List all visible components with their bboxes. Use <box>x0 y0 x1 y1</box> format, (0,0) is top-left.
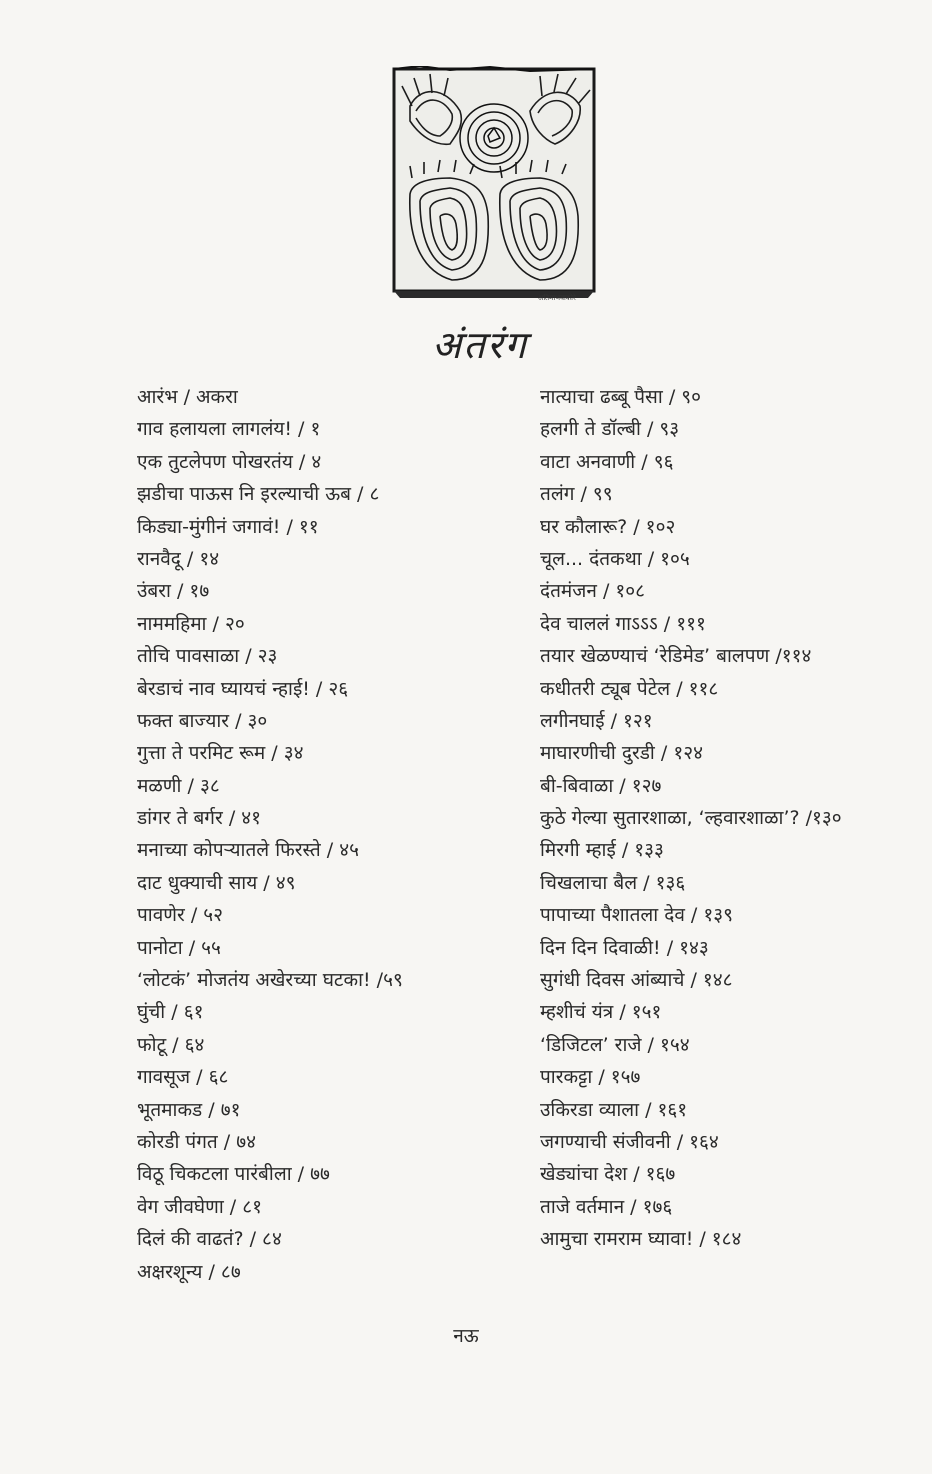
toc-entry: उकिरडा व्याला / १६१ <box>540 1098 688 1121</box>
toc-entry: भूतमाकड / ७१ <box>137 1098 241 1121</box>
toc-entry: लगीनघाई / १२१ <box>540 709 653 732</box>
toc-entry: म्हशीचं यंत्र / १५१ <box>540 1001 662 1024</box>
toc-entry: पारकट्टा / १५७ <box>540 1066 641 1089</box>
toc-entry: नाममहिमा / २० <box>137 612 245 635</box>
toc-entry: दिन दिन दिवाळी! / १४३ <box>540 936 709 959</box>
toc-entry: झडीचा पाऊस नि इरल्याची ऊब / ८ <box>137 483 380 506</box>
toc-entry: सुगंधी दिवस आंब्याचे / १४८ <box>540 969 733 992</box>
toc-entry: एक तुटलेपण पोखरतंय / ४ <box>137 450 322 473</box>
toc-entry: मिरगी म्हाई / १३३ <box>540 839 664 862</box>
toc-entry: उंबरा / १७ <box>137 580 210 603</box>
toc-entry: मळणी / ३८ <box>137 774 220 797</box>
toc-entry: वाटा अनवाणी / ९६ <box>540 450 674 473</box>
toc-entry: घर कौलारू? / १०२ <box>540 515 676 538</box>
toc-entry: नात्याचा ढब्बू पैसा / ९० <box>540 386 702 408</box>
toc-entry: बेरडाचं नाव घ्यायचं न्हाई! / २६ <box>137 677 349 700</box>
toc-entry: फक्त बाज्यार / ३० <box>137 709 268 732</box>
toc-entry: पानोटा / ५५ <box>137 936 221 959</box>
toc-entry: गाव हलायला लागलंय! / १ <box>137 418 321 441</box>
toc-entry: आरंभ / अकरा <box>137 386 238 408</box>
toc-entry: अक्षरशून्य / ८७ <box>137 1260 241 1283</box>
toc-entry: विठू चिकटला पारंबीला / ७७ <box>137 1163 330 1186</box>
contents-column-right <box>540 381 842 1256</box>
toc-entry: दंतमंजन / १०८ <box>540 580 646 603</box>
toc-entry: हलगी ते डॉल्बी / ९३ <box>540 418 680 441</box>
toc-entry: चिखलाचा बैल / १३६ <box>540 871 686 894</box>
toc-entry: कुठे गेल्या सुतारशाळा, ‘ल्हवारशाळा’? /१३० <box>540 807 842 830</box>
toc-entry: किड्या-मुंगीनं जगावं! / ११ <box>137 515 319 538</box>
toc-entry: गावसूज / ६८ <box>137 1066 229 1089</box>
toc-entry: जगण्याची संजीवनी / १६४ <box>540 1130 719 1153</box>
toc-entry: तलंग / ९९ <box>540 483 613 506</box>
toc-entry: देव चाललं गाऽऽऽ / १११ <box>540 612 706 635</box>
toc-entry: आमुचा रामराम घ्यावा! / १८४ <box>540 1228 742 1251</box>
toc-entry: मनाच्या कोपऱ्यातले फिरस्ते / ४५ <box>137 839 360 862</box>
toc-entry: कोरडी पंगत / ७४ <box>137 1130 256 1153</box>
toc-entry: माघारणीची दुरडी / १२४ <box>540 742 703 765</box>
toc-entry: डांगर ते बर्गर / ४१ <box>137 807 262 830</box>
toc-entry: तोचि पावसाळा / २३ <box>137 645 278 668</box>
toc-entry: तयार खेळण्याचं ‘रेडिमेड’ बालपण /११४ <box>540 645 812 668</box>
page-title: अंतरंग <box>432 323 528 367</box>
toc-entry: रानवैदू / १४ <box>137 547 220 570</box>
toc-entry: चूल... दंतकथा / १०५ <box>540 547 690 570</box>
hands-illustration <box>390 66 598 306</box>
toc-entry: बी-बिवाळा / १२७ <box>540 774 662 797</box>
toc-entry: पावणेर / ५२ <box>137 904 224 927</box>
toc-entry: ताजे वर्तमान / १७६ <box>540 1195 673 1218</box>
toc-entry: कधीतरी ट्यूब पेटेल / ११८ <box>540 677 719 700</box>
toc-entry: पापाच्या पैशातला देव / १३९ <box>540 904 734 927</box>
toc-entry: दिलं की वाढतं? / ८४ <box>137 1228 282 1251</box>
toc-entry: ‘लोटकं’ मोजतंय अखेरच्या घटका! /५९ <box>137 969 403 992</box>
toc-entry: दाट धुक्याची साय / ४९ <box>137 871 296 894</box>
toc-entry: गुत्ता ते परमिट रूम / ३४ <box>137 742 304 765</box>
toc-entry: घुंची / ६१ <box>137 1001 204 1024</box>
toc-entry: वेग जीवघेणा / ८१ <box>137 1195 263 1218</box>
toc-entry: फोटू / ६४ <box>137 1033 205 1056</box>
toc-entry: ‘डिजिटल’ राजे / १५४ <box>540 1033 690 1056</box>
contents-column-left <box>137 381 403 1288</box>
toc-entry: खेड्यांचा देश / १६७ <box>540 1163 676 1186</box>
artist-signature: अतिमाभवाकोरे <box>538 294 576 302</box>
page-number: नऊ <box>453 1325 479 1347</box>
